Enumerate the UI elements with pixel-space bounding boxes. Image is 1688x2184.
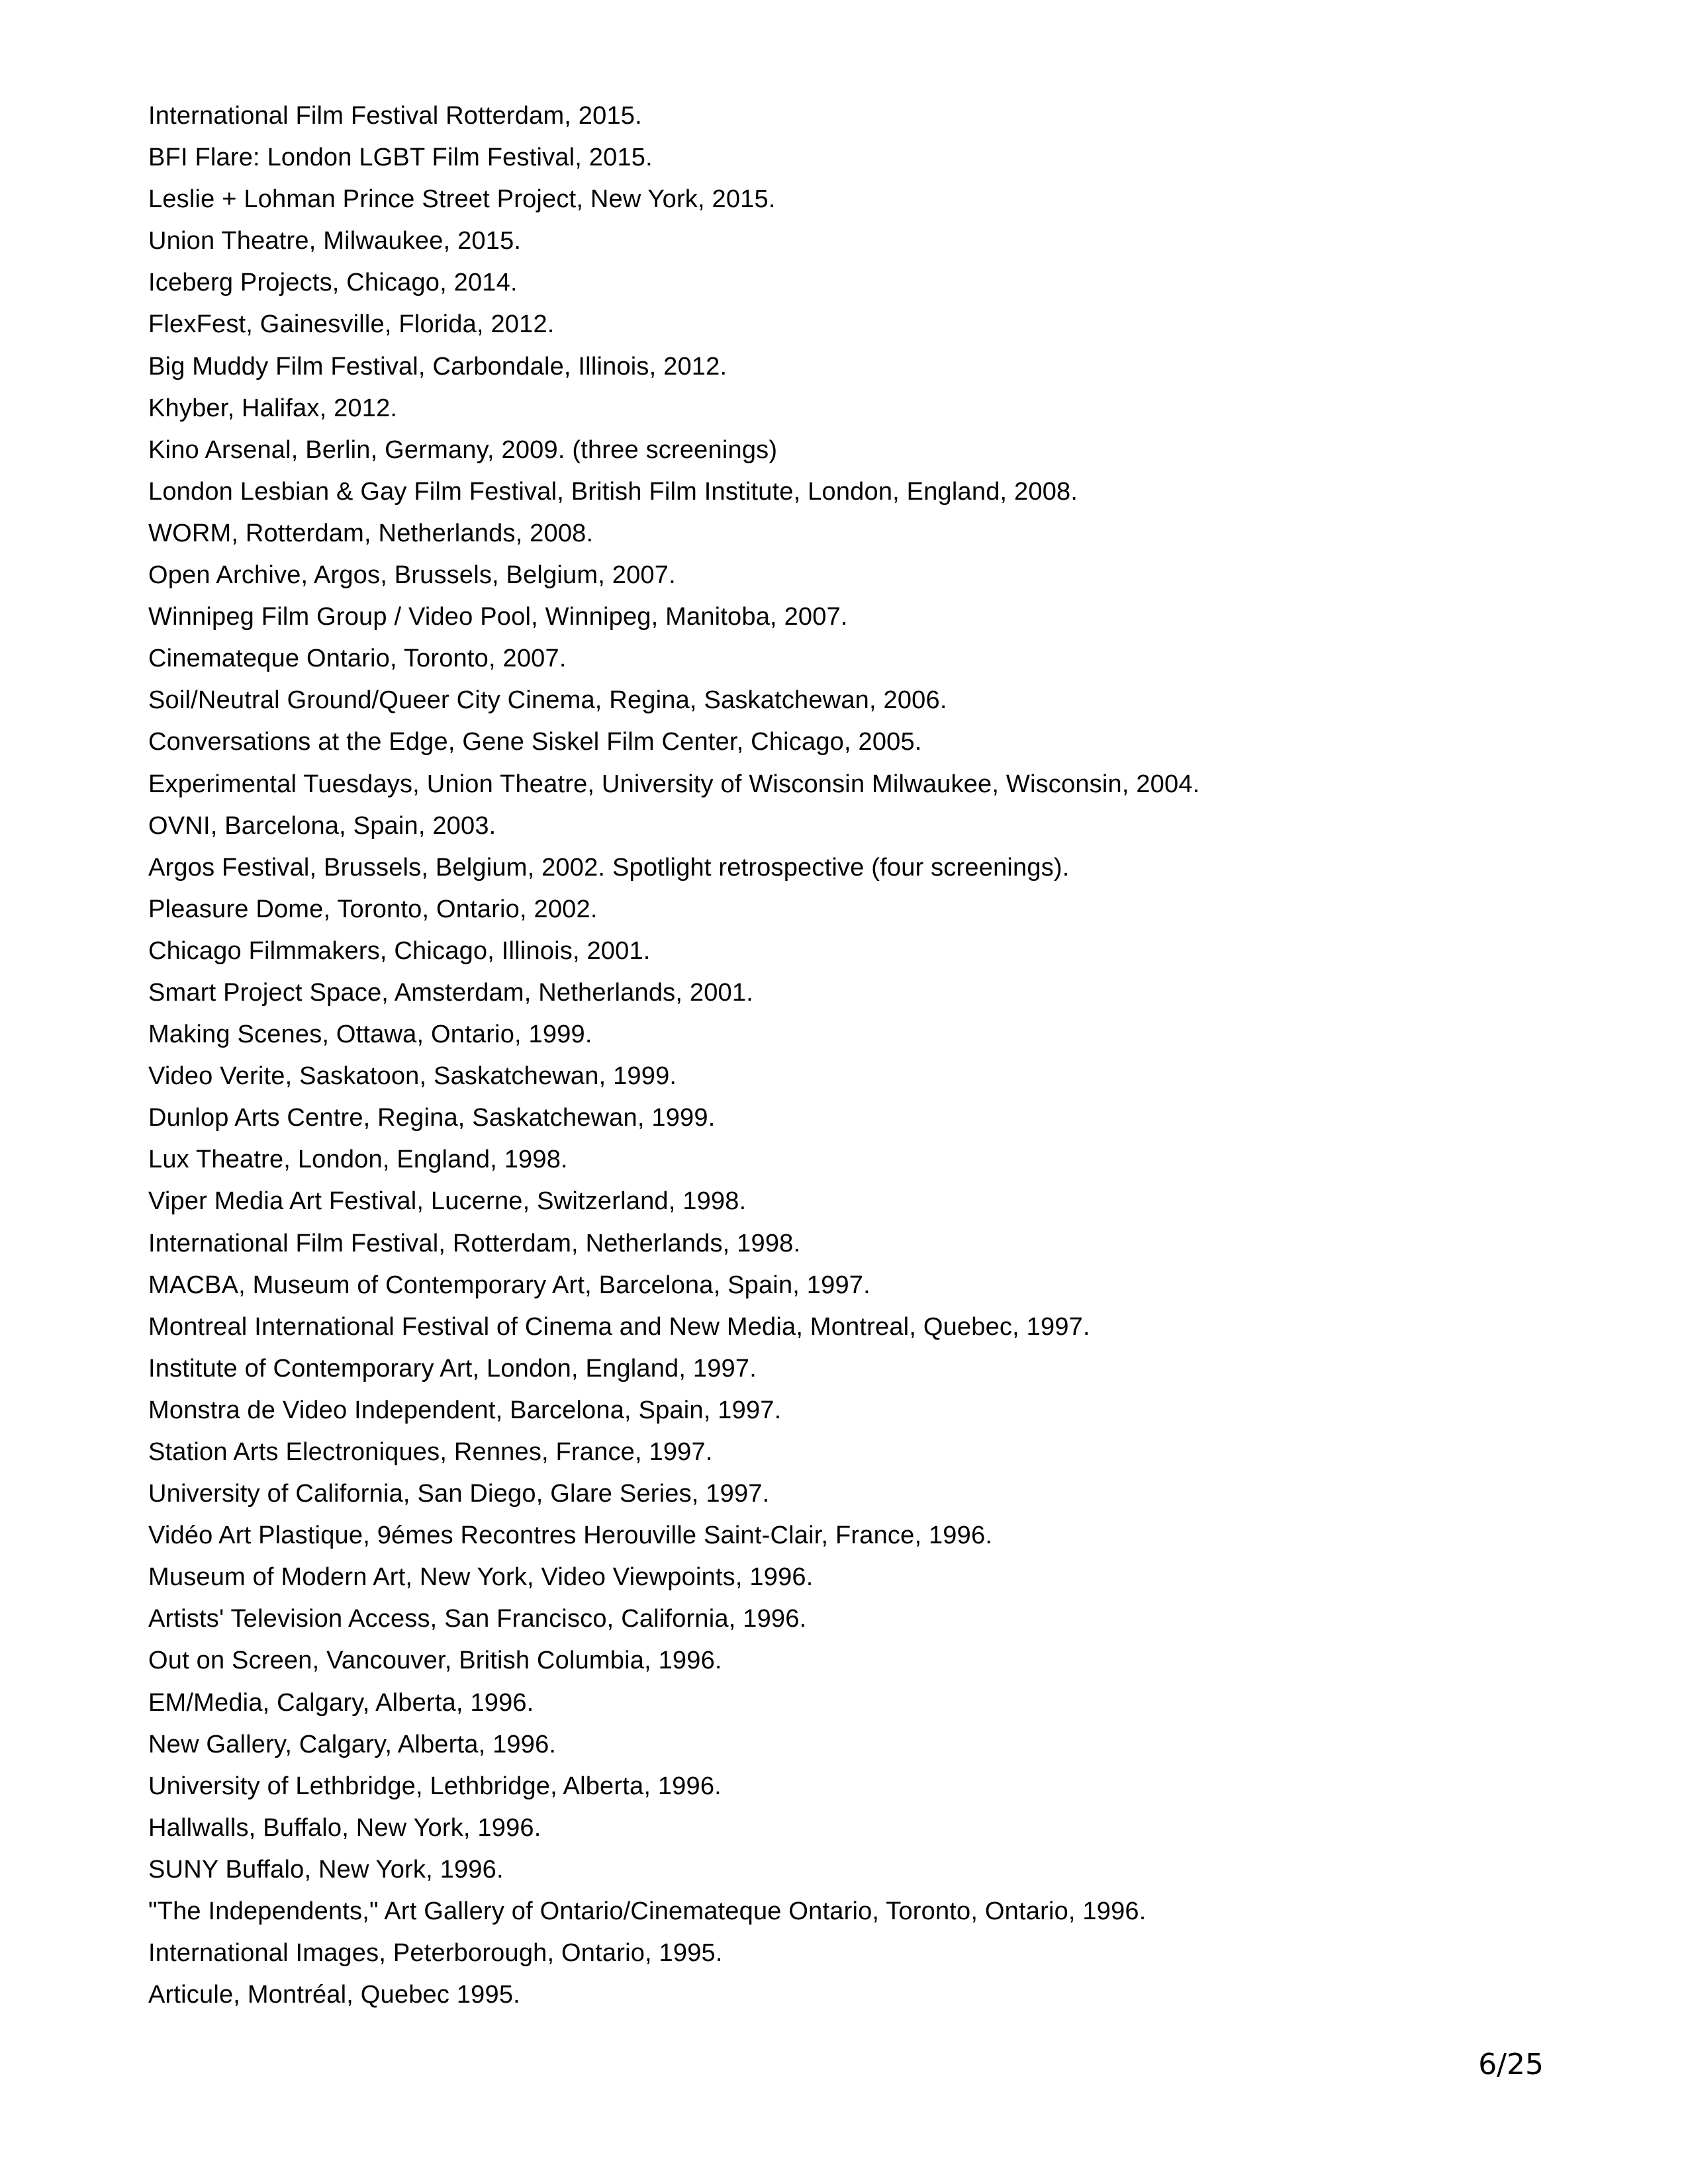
list-item: Chicago Filmmakers, Chicago, Illinois, 2001. xyxy=(148,936,651,965)
list-item: Smart Project Space, Amsterdam, Netherlands, 2001. xyxy=(148,978,753,1007)
list-item: International Film Festival, Rotterdam, Netherlands, 1998. xyxy=(148,1229,801,1257)
list-item: Big Muddy Film Festival, Carbondale, Illinois, 2012. xyxy=(148,352,727,381)
list-item: Kino Arsenal, Berlin, Germany, 2009. (three screenings) xyxy=(148,435,778,464)
list-item: International Film Festival Rotterdam, 2015. xyxy=(148,102,642,130)
list-item: Station Arts Electroniques, Rennes, France, 1997. xyxy=(148,1438,713,1466)
list-item: Experimental Tuesdays, Union Theatre, University of Wisconsin Milwaukee, Wisconsin, 2004. xyxy=(148,770,1200,798)
list-item: SUNY Buffalo, New York, 1996. xyxy=(148,1855,504,1884)
list-item: EM/Media, Calgary, Alberta, 1996. xyxy=(148,1688,534,1717)
list-item: Soil/Neutral Ground/Queer City Cinema, Regina, Saskatchewan, 2006. xyxy=(148,686,947,715)
list-item: Union Theatre, Milwaukee, 2015. xyxy=(148,227,522,255)
list-item: Viper Media Art Festival, Lucerne, Switzerland, 1998. xyxy=(148,1187,747,1216)
list-item: Khyber, Halifax, 2012. xyxy=(148,394,398,422)
list-item: University of California, San Diego, Glare Series, 1997. xyxy=(148,1480,770,1508)
list-item: International Images, Peterborough, Ontario, 1995. xyxy=(148,1939,723,1968)
list-item: Video Verite, Saskatoon, Saskatchewan, 1999. xyxy=(148,1062,677,1091)
list-item: WORM, Rotterdam, Netherlands, 2008. xyxy=(148,519,594,547)
list-item: OVNI, Barcelona, Spain, 2003. xyxy=(148,811,496,840)
list-item: Conversations at the Edge, Gene Siskel Film Center, Chicago, 2005. xyxy=(148,728,922,756)
list-item: Pleasure Dome, Toronto, Ontario, 2002. xyxy=(148,895,598,923)
list-item: MACBA, Museum of Contemporary Art, Barcelona, Spain, 1997. xyxy=(148,1271,870,1299)
list-item: Dunlop Arts Centre, Regina, Saskatchewan, 1999. xyxy=(148,1104,716,1132)
list-item: University of Lethbridge, Lethbridge, Alberta, 1996. xyxy=(148,1772,722,1800)
list-item: Iceberg Projects, Chicago, 2014. xyxy=(148,269,518,297)
list-item: FlexFest, Gainesville, Florida, 2012. xyxy=(148,310,555,339)
list-item: Cinemateque Ontario, Toronto, 2007. xyxy=(148,645,567,673)
screenings-list xyxy=(148,95,1538,2016)
list-item: Museum of Modern Art, New York, Video Viewpoints, 1996. xyxy=(148,1563,814,1592)
list-item: "The Independents," Art Gallery of Ontario/Cinemateque Ontario, Toronto, Ontario, 1996. xyxy=(148,1897,1147,1926)
list-item: Vidéo Art Plastique, 9émes Recontres Herouville Saint-Clair, France, 1996. xyxy=(148,1522,993,1550)
list-item: Winnipeg Film Group / Video Pool, Winnipeg, Manitoba, 2007. xyxy=(148,603,848,631)
list-item: Open Archive, Argos, Brussels, Belgium, 2007. xyxy=(148,561,676,590)
list-item: Leslie + Lohman Prince Street Project, New York, 2015. xyxy=(148,185,776,214)
list-item: Argos Festival, Brussels, Belgium, 2002. Spotlight retrospective (four screenings). xyxy=(148,853,1070,882)
list-item: Hallwalls, Buffalo, New York, 1996. xyxy=(148,1813,541,1842)
list-item: Montreal International Festival of Cinema and New Media, Montreal, Quebec, 1997. xyxy=(148,1312,1090,1341)
page-number: 6/25 xyxy=(1478,2048,1544,2081)
list-item: Monstra de Video Independent, Barcelona, Spain, 1997. xyxy=(148,1396,782,1424)
list-item: Artists' Television Access, San Francisco, California, 1996. xyxy=(148,1605,807,1633)
list-item: Out on Screen, Vancouver, British Columbia, 1996. xyxy=(148,1647,722,1675)
list-item: Making Scenes, Ottawa, Ontario, 1999. xyxy=(148,1021,592,1049)
list-item: Articule, Montréal, Quebec 1995. xyxy=(148,1981,520,2009)
list-item: Lux Theatre, London, England, 1998. xyxy=(148,1146,568,1174)
list-item: New Gallery, Calgary, Alberta, 1996. xyxy=(148,1730,557,1758)
list-item: BFI Flare: London LGBT Film Festival, 2015. xyxy=(148,144,653,172)
list-item: London Lesbian & Gay Film Festival, British Film Institute, London, England, 2008. xyxy=(148,477,1078,506)
list-item: Institute of Contemporary Art, London, England, 1997. xyxy=(148,1354,757,1383)
